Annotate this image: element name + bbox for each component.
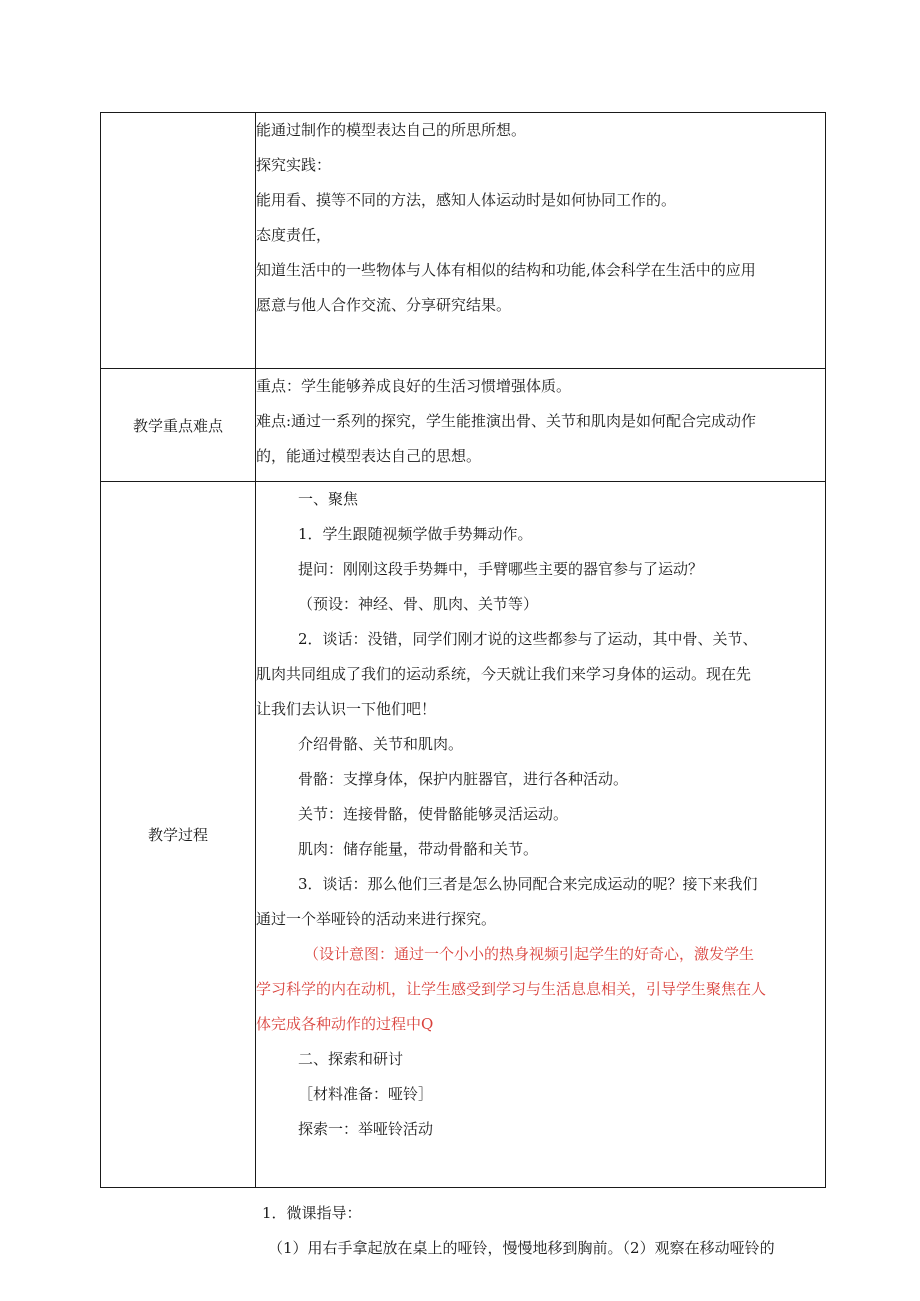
text-line: 1．学生跟随视频学做手势舞动作。: [298, 525, 533, 543]
row-label: [101, 113, 256, 369]
text-line: 的，能通过模型表达自己的思想。: [256, 447, 482, 465]
text-line: 愿意与他人合作交流、分享研究结果。: [256, 296, 512, 314]
text-line: 肌肉：储存能量，带动骨骼和关节。: [298, 840, 539, 858]
lesson-plan-table: [100, 112, 826, 1188]
text-line: 重点：学生能够养成良好的生活习惯增强体质。: [256, 377, 572, 395]
design-intent-line: 体完成各种动作的过程中Q: [256, 1015, 434, 1033]
text-line: 2．谈话：没错，同学们刚才说的这些都参与了运动，其中骨、关节、: [298, 630, 758, 648]
text-line: 能用看、摸等不同的方法，感知人体运动时是如何协同工作的。: [256, 191, 677, 209]
text-line: 提问：刚刚这段手势舞中，手臂哪些主要的器官参与了运动？: [298, 560, 704, 578]
text-line: 骨骼：支撑身体，保护内脏器官，进行各种活动。: [298, 770, 629, 788]
text-line: 通过一个举哑铃的活动来进行探究。: [256, 910, 497, 928]
row-content: [256, 369, 826, 482]
row-content: [256, 482, 826, 1188]
text-line: 探究实践：: [256, 156, 332, 174]
table-row: [101, 369, 826, 482]
row-label-process: 教学过程: [101, 482, 256, 1188]
text-line: 探索一：举哑铃活动: [298, 1120, 434, 1138]
text-line: 知道生活中的一些物体与人体有相似的结构和功能,体会科学在生活中的应用: [256, 261, 756, 279]
section-heading: 一、聚焦: [298, 490, 359, 508]
text-line: 关节：连接骨骼，使骨骼能够灵活运动。: [298, 805, 569, 823]
design-intent-line: 学习科学的内在动机，让学生感受到学习与生活息息相关，引导学生聚焦在人: [256, 980, 767, 998]
text-line: 1．微课指导：: [262, 1204, 362, 1222]
section-heading: 二、探索和研讨: [298, 1050, 404, 1068]
design-intent-line: （设计意图：通过一个小小的热身视频引起学生的好奇心，激发学生: [304, 945, 755, 963]
row-content: [256, 113, 826, 369]
table-row: [101, 482, 826, 1188]
text-line: 能通过制作的模型表达自己的所思所想。: [256, 121, 527, 139]
text-line: 态度责任，: [256, 226, 332, 244]
text-line: 难点:通过一系列的探究，学生能推演出骨、关节和肌肉是如何配合完成动作: [256, 412, 757, 430]
text-line: 让我们去认识一下他们吧！: [256, 700, 437, 718]
text-line: （预设：神经、骨、肌肉、关节等）: [298, 595, 539, 613]
text-line: 肌肉共同组成了我们的运动系统，今天就让我们来学习身体的运动。现在先: [256, 665, 752, 683]
text-line: ［材料准备：哑铃］: [298, 1085, 434, 1103]
row-label-key-points: 教学重点难点: [101, 369, 256, 482]
text-line: 3．谈话：那么他们三者是怎么协同配合来完成运动的呢？接下来我们: [298, 875, 758, 893]
table-row: [101, 113, 826, 369]
text-line: （1）用右手拿起放在桌上的哑铃，慢慢地移到胸前。（2）观察在移动哑铃的: [268, 1239, 775, 1257]
text-line: 介绍骨骼、关节和肌肉。: [298, 735, 464, 753]
